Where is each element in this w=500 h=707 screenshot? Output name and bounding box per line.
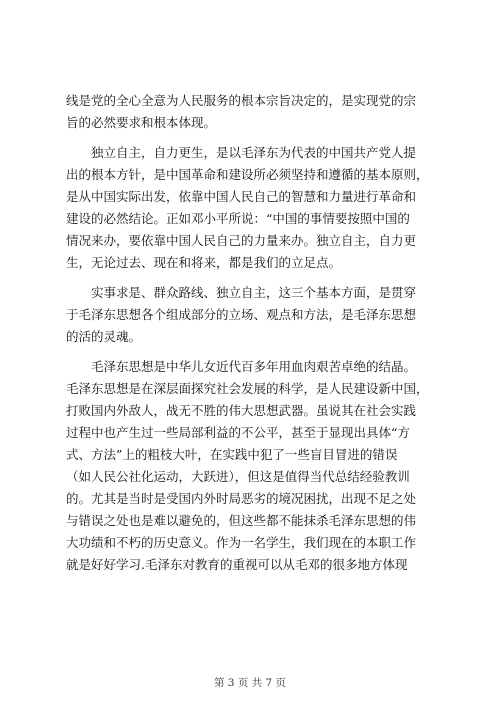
text-line: 独立自主，自力更生，是以毛泽东为代表的中国共产党人提 [91, 145, 417, 160]
paragraph [66, 142, 438, 274]
paragraph-gap [66, 348, 438, 356]
text-line: 式、方法”上的粗枝大叶，在实践中犯了一些盲目冒进的错误 [66, 447, 398, 462]
text-line: 于毛泽东思想各个组成部分的立场、观点和方法，是毛泽东思想 [66, 307, 417, 322]
text-line: 旨的必然要求和根本体现。 [66, 115, 217, 130]
text-line: 毛泽东思想是中华儿女近代百多年用血肉艰苦卓绝的结晶。 [91, 359, 417, 374]
paragraph [66, 90, 438, 134]
text-line: 是从中国实际出发，依靠中国人民自己的智慧和力量进行革命和 [66, 189, 417, 204]
text-line: 的活的灵魂。 [66, 329, 142, 344]
text-line: 过程中也产生过一些局部利益的不公平，甚至于显现出具体“方 [66, 425, 410, 440]
paragraph [66, 282, 438, 348]
text-line: 与错误之处也是难以避免的，但这些都不能抹杀毛泽东思想的伟 [66, 513, 417, 528]
paragraph [66, 356, 438, 576]
body-text [66, 90, 438, 576]
page-number-footer: 第 3 页 共 7 页 [213, 677, 287, 689]
text-line: 毛泽东思想是在深层面探究社会发展的科学，是人民建设新中国， [66, 381, 429, 396]
text-line: 打败国内外敌人，战无不胜的伟大思想武器。虽说其在社会实践 [66, 403, 417, 418]
text-line: 生，无论过去、现在和将来，都是我们的立足点。 [66, 255, 342, 270]
paragraph-gap [66, 134, 438, 142]
text-line: 实事求是、群众路线、独立自主，这三个基本方面，是贯穿 [91, 285, 417, 300]
text-line: （如人民公社化运动，大跃进），但这是值得当代总结经验教训 [66, 469, 410, 484]
text-line: 情况来办，要依靠中国人民自己的力量来办。独立自主，自力更 [66, 233, 417, 248]
text-line: 的。尤其是当时是受国内外时局恶劣的境况困扰，出现不足之处 [66, 491, 417, 506]
text-line: 大功绩和不朽的历史意义。作为一名学生，我们现在的本职工作 [66, 535, 417, 550]
text-line: 线是党的全心全意为人民服务的根本宗旨决定的，是实现党的宗 [66, 93, 417, 108]
paragraph-gap [66, 274, 438, 282]
text-line: 就是好好学习.毛泽东对教育的重视可以从毛邓的很多地方体现 [66, 557, 408, 572]
text-line: 建设的必然结论。正如邓小平所说：“中国的事情要按照中国的 [66, 211, 410, 226]
text-line: 出的根本方针，是中国革命和建设所必须坚持和遵循的基本原则， [66, 167, 429, 182]
